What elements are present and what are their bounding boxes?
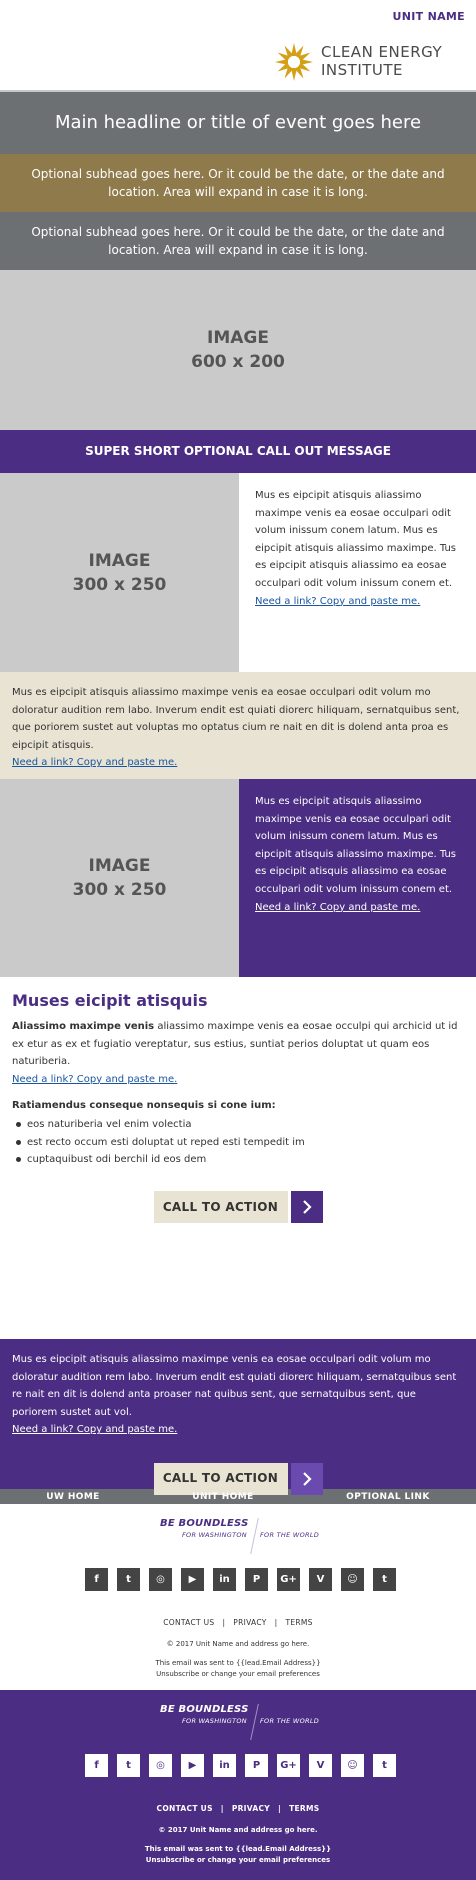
- legal-links-dark: [0, 1804, 476, 1813]
- row2-body: Mus es eipcipit atisquis aliassimo maximpe venis ea eosae occulpari odit volum inissum conem latum. Mus es eipcipit atisquis aliassimo maximpe. Tus es eipcipit atisquis aliassimo ea eosae occulpari odit volum inissum conem et.: [255, 796, 457, 895]
- content-para-bold: Aliassimo maximpe venis: [12, 1021, 155, 1032]
- linkedin-icon[interactable]: in: [213, 1568, 236, 1591]
- unsubscribe-link[interactable]: Unsubscribe or change your email preferences: [156, 1670, 320, 1678]
- facebook-icon[interactable]: f: [85, 1568, 108, 1591]
- main-headline: Main headline or title of event goes here: [0, 92, 476, 154]
- googleplus-icon[interactable]: G+: [277, 1568, 300, 1591]
- bb-world: FOR THE WORLD: [260, 1531, 320, 1539]
- sent-notice: [0, 1658, 476, 1680]
- row2-text-block: [239, 779, 476, 977]
- chevron-right-icon[interactable]: [291, 1191, 323, 1223]
- be-boundless-logo-dark[interactable]: [160, 1704, 320, 1740]
- footer-light: [0, 1504, 476, 1690]
- list-item: eos naturiberia vel enim volectia: [12, 1116, 464, 1133]
- content-para-rest: aliassimo maximpe venis ea eosae occulpi qui archicid ut id ex etur as ex et fugiatio vereptatur, sus estius, suntiat perios doluptat ut quam eos naturiberia.: [12, 1021, 458, 1068]
- hero-image-label: IMAGE: [207, 328, 269, 348]
- image-text-row-1: [0, 473, 476, 672]
- content-paragraph: [12, 1018, 464, 1088]
- nav-optional-link[interactable]: OPTIONAL LINK: [346, 1491, 430, 1502]
- purple-body: Mus es eipcipit atisquis aliassimo maximpe venis ea eosae occulpari odit volum mo doloratur audition rem labo. Inverum endit est quiati diorerc hiliquam, sernatquibus sent re nait en dit is dolend anta proaser nat quibus sent, que sernatquibus sent, que poriorem sustet aut vol.: [12, 1354, 457, 1418]
- content-heading: Muses eicipit atisquis: [12, 991, 208, 1010]
- nav-uw-home[interactable]: UW HOME: [46, 1491, 100, 1502]
- linkedin-icon[interactable]: in: [213, 1754, 236, 1777]
- twitter-icon[interactable]: t: [117, 1754, 140, 1777]
- logo-line2: INSTITUTE: [321, 61, 404, 79]
- sunburst-icon: [274, 42, 314, 82]
- sent-to: This email was sent to {{lead.Email Address}}: [144, 1845, 332, 1853]
- unit-name[interactable]: UNIT NAME: [392, 10, 465, 23]
- unsubscribe-link[interactable]: Unsubscribe or change your email preferences: [145, 1856, 331, 1864]
- facebook-icon[interactable]: f: [85, 1754, 108, 1777]
- row1-body: Mus es eipcipit atisquis aliassimo maximpe venis ea eosae occulpari odit volum inissum conem latum. Mus es eipcipit atisquis aliassimo maximpe. Tus es eipcipit atisquis aliassimo ea eosae occulpari odit volum inissum conem et.: [255, 490, 457, 589]
- row1-image-placeholder: [0, 473, 239, 672]
- sent-to: This email was sent to {{lead.Email Address}}: [155, 1659, 321, 1667]
- row1-text-block: [239, 473, 476, 672]
- snapchat-icon[interactable]: ☺: [341, 1568, 364, 1591]
- cei-logo[interactable]: [274, 42, 464, 82]
- bb-wa: FOR WASHINGTON: [182, 1531, 247, 1539]
- footer-dark: [0, 1690, 476, 1880]
- copyright: © 2017 Unit Name and address go here.: [166, 1640, 310, 1648]
- vimeo-icon[interactable]: V: [309, 1568, 332, 1591]
- be-boundless-logo[interactable]: [160, 1518, 320, 1554]
- logo-line1: CLEAN ENERGY: [321, 43, 443, 61]
- row2-image-label: IMAGE: [88, 856, 151, 876]
- row1-image-size: 300 x 250: [72, 574, 167, 595]
- list-heading: Ratiamendus conseque nonsequis si cone ium:: [12, 1100, 276, 1112]
- googleplus-icon[interactable]: G+: [277, 1754, 300, 1777]
- privacy-link[interactable]: PRIVACY: [231, 1804, 271, 1813]
- sent-notice-dark: [0, 1844, 476, 1866]
- bb-divider: [250, 1704, 259, 1740]
- separator: |: [278, 1804, 282, 1813]
- callout-banner: SUPER SHORT OPTIONAL CALL OUT MESSAGE: [0, 430, 476, 473]
- subhead-gold: Optional subhead goes here. Or it could be the date, or the date and location. Area will expand in case it is long.: [0, 154, 476, 212]
- youtube-icon[interactable]: ▶: [181, 1754, 204, 1777]
- main-content: [0, 977, 476, 1339]
- list-item: cuptaquibust odi berchil id eos dem: [12, 1151, 464, 1168]
- purple-text-block: [0, 1339, 476, 1489]
- row2-image-placeholder: [0, 779, 239, 977]
- tumblr-icon[interactable]: t: [373, 1568, 396, 1591]
- logo-text: [321, 43, 442, 79]
- list-item: est recto occum esti doluptat ut reped esti tempedit im: [12, 1134, 464, 1151]
- call-to-action-button[interactable]: CALL TO ACTION: [154, 1191, 288, 1223]
- contact-link[interactable]: CONTACT US: [163, 1618, 215, 1627]
- terms-link[interactable]: TERMS: [289, 1804, 320, 1813]
- row2-image-size: 300 x 250: [72, 880, 167, 900]
- terms-link[interactable]: TERMS: [285, 1618, 313, 1627]
- separator: |: [220, 1804, 224, 1813]
- row2-link[interactable]: Need a link? Copy and paste me.: [255, 901, 421, 913]
- pinterest-icon[interactable]: P: [245, 1568, 268, 1591]
- privacy-link[interactable]: PRIVACY: [233, 1618, 267, 1627]
- row1-image-label: IMAGE: [88, 550, 151, 571]
- hero-image-size: 600 x 200: [191, 352, 285, 372]
- separator: |: [274, 1618, 278, 1627]
- social-icons-light: [85, 1568, 396, 1591]
- image-text-row-2: [0, 779, 476, 977]
- content-link[interactable]: Need a link? Copy and paste me.: [12, 1073, 178, 1085]
- tan-text-block: [0, 672, 476, 779]
- call-to-action-button-2[interactable]: CALL TO ACTION: [154, 1463, 288, 1495]
- pinterest-icon[interactable]: P: [245, 1754, 268, 1777]
- legal-links: [0, 1618, 476, 1627]
- instagram-icon[interactable]: ◎: [149, 1568, 172, 1591]
- tan-body: Mus es eipcipit atisquis aliassimo maximpe venis ea eosae occulpari odit volum mo doloratur audition rem labo. Inverum endit est quiati diorerc hiliquam, sernatquibus sent, que poriorem sustet aut voluptas mo optatus cium re nait en dit is dolend anta proa es eipcipit atisquis.: [12, 687, 460, 751]
- instagram-icon[interactable]: ◎: [149, 1754, 172, 1777]
- bb-world: FOR THE WORLD: [260, 1717, 320, 1725]
- chevron-right-icon[interactable]: [291, 1463, 323, 1495]
- cta-group: [12, 1191, 464, 1223]
- separator: |: [222, 1618, 226, 1627]
- subhead-gray: Optional subhead goes here. Or it could be the date, or the date and location. Area will expand in case it is long.: [0, 212, 476, 270]
- bb-divider: [250, 1518, 259, 1554]
- contact-link[interactable]: CONTACT US: [156, 1804, 213, 1813]
- tan-link[interactable]: Need a link? Copy and paste me.: [12, 757, 178, 769]
- row1-link[interactable]: Need a link? Copy and paste me.: [255, 595, 421, 607]
- copyright-dark: © 2017 Unit Name and address go here.: [158, 1826, 318, 1834]
- footer-nav: [0, 1489, 476, 1504]
- twitter-icon[interactable]: t: [117, 1568, 140, 1591]
- purple-link[interactable]: Need a link? Copy and paste me.: [12, 1424, 178, 1436]
- bb-title: BE BOUNDLESS: [160, 1518, 249, 1529]
- nav-unit-home[interactable]: UNIT HOME: [192, 1491, 254, 1502]
- social-icons-dark: [85, 1754, 396, 1777]
- bb-wa: FOR WASHINGTON: [182, 1717, 247, 1725]
- tumblr-icon[interactable]: t: [373, 1754, 396, 1777]
- hero-image-placeholder: [0, 270, 476, 430]
- header: [0, 0, 476, 92]
- vimeo-icon[interactable]: V: [309, 1754, 332, 1777]
- bb-title: BE BOUNDLESS: [160, 1704, 249, 1715]
- bullet-list: [12, 1116, 464, 1168]
- snapchat-icon[interactable]: ☺: [341, 1754, 364, 1777]
- youtube-icon[interactable]: ▶: [181, 1568, 204, 1591]
